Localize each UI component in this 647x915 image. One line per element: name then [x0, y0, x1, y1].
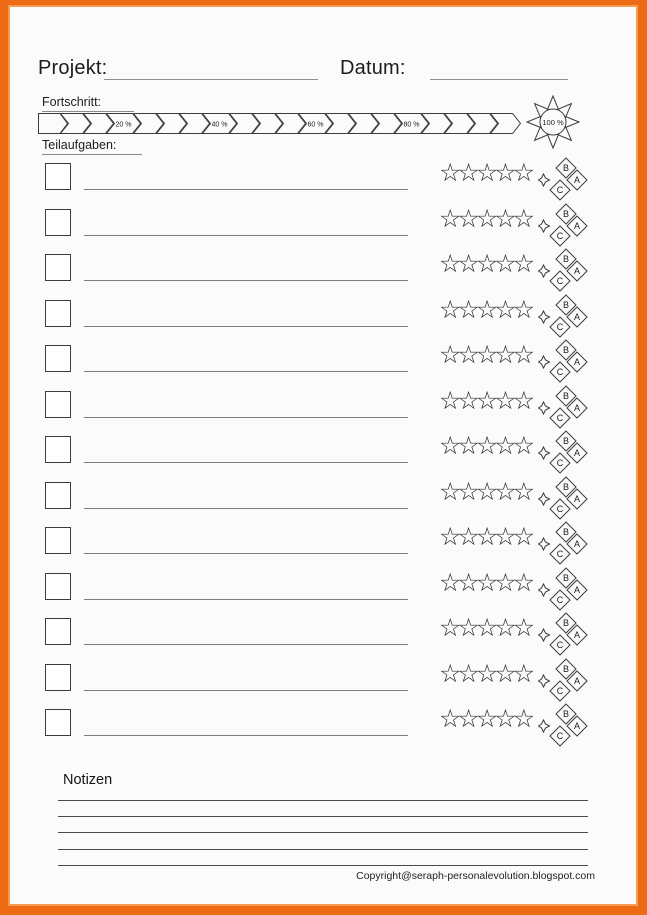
task-checkbox[interactable]: [45, 482, 71, 509]
sparkle-icon: [539, 720, 550, 732]
priority-c-label: C: [556, 503, 564, 514]
priority-b-label: B: [562, 663, 570, 674]
priority-b-label: B: [562, 299, 570, 310]
priority-b-label: B: [562, 254, 570, 264]
task-writing-line[interactable]: [84, 326, 408, 327]
star-rating[interactable]: ☆☆☆☆☆: [439, 567, 532, 597]
priority-b-label: B: [562, 527, 570, 537]
priority-a-label: A: [573, 266, 581, 276]
copyright-text: Copyright@seraph-personalevolution.blogspot.com: [356, 870, 595, 882]
star-rating[interactable]: ☆☆☆☆☆: [439, 249, 532, 278]
star-rating[interactable]: ☆☆☆☆☆: [439, 522, 532, 551]
task-list: [10, 158, 636, 755]
progress-label: Fortschritt:: [42, 95, 134, 112]
task-writing-line[interactable]: [84, 235, 408, 236]
star-rating[interactable]: ☆☆☆☆☆: [439, 431, 532, 460]
priority-diamonds[interactable]: [538, 339, 590, 386]
priority-diamonds[interactable]: [538, 567, 590, 614]
project-label: Projekt:: [38, 57, 108, 79]
priority-c-label: C: [556, 458, 564, 468]
sparkle-icon: [539, 584, 550, 596]
sparkle-icon: [539, 629, 550, 641]
sparkle-icon: [539, 311, 550, 323]
task-checkbox[interactable]: [45, 300, 71, 327]
priority-a-label: A: [573, 539, 581, 549]
priority-a-label: A: [573, 402, 581, 413]
priority-b-label: B: [562, 618, 570, 628]
progress-percent-label: 40 %: [211, 121, 228, 129]
task-writing-line[interactable]: [84, 599, 408, 600]
note-writing-line[interactable]: [58, 832, 588, 848]
task-writing-line[interactable]: [84, 462, 408, 463]
task-writing-line[interactable]: [84, 371, 408, 372]
priority-c-label: C: [556, 412, 564, 423]
priority-a-label: A: [573, 630, 581, 640]
priority-diamonds[interactable]: [538, 157, 590, 204]
task-checkbox[interactable]: [45, 391, 71, 418]
priority-diamonds[interactable]: [538, 612, 590, 659]
task-checkbox[interactable]: [45, 163, 71, 190]
priority-c-label: C: [556, 640, 564, 650]
priority-c-label: C: [556, 185, 564, 195]
sparkle-icon: [539, 174, 550, 186]
star-rating[interactable]: ☆☆☆☆☆: [439, 658, 532, 688]
priority-a-label: A: [573, 175, 581, 185]
sparkle-icon: [539, 538, 550, 550]
priority-c-label: C: [556, 230, 564, 241]
sun-percent-text: 100 %: [542, 118, 564, 127]
sparkle-icon: [539, 493, 550, 505]
task-checkbox[interactable]: [45, 664, 71, 691]
priority-b-label: B: [562, 709, 570, 719]
priority-b-label: B: [562, 345, 570, 355]
task-checkbox[interactable]: [45, 345, 71, 372]
note-writing-line[interactable]: [58, 800, 588, 816]
priority-a-label: A: [573, 220, 581, 231]
date-input-line[interactable]: [430, 79, 568, 80]
task-writing-line[interactable]: [84, 417, 408, 418]
priority-diamonds[interactable]: [538, 430, 590, 477]
task-writing-line[interactable]: [84, 508, 408, 509]
star-rating[interactable]: ☆☆☆☆☆: [439, 476, 532, 506]
task-checkbox[interactable]: [45, 527, 71, 554]
sparkle-icon: [539, 265, 550, 277]
priority-a-label: A: [573, 357, 581, 367]
task-writing-line[interactable]: [84, 553, 408, 554]
sparkle-icon: [539, 220, 550, 232]
task-writing-line[interactable]: [84, 189, 408, 190]
priority-c-label: C: [556, 594, 564, 605]
star-rating[interactable]: ☆☆☆☆☆: [439, 613, 532, 642]
progress-bar[interactable]: [38, 113, 521, 134]
star-rating[interactable]: ☆☆☆☆☆: [439, 340, 532, 369]
note-writing-line[interactable]: [58, 816, 588, 832]
note-writing-line[interactable]: [58, 849, 588, 865]
priority-c-label: C: [556, 276, 564, 286]
task-checkbox[interactable]: [45, 618, 71, 645]
priority-c-label: C: [556, 549, 564, 559]
priority-c-label: C: [556, 685, 564, 696]
sun-100-percent-icon: [524, 93, 582, 151]
progress-arrow: [490, 113, 521, 134]
priority-b-label: B: [562, 208, 570, 219]
priority-diamonds[interactable]: [538, 521, 590, 568]
priority-c-label: C: [556, 321, 564, 332]
priority-b-label: B: [562, 390, 570, 401]
priority-diamonds[interactable]: [538, 203, 590, 250]
project-input-line[interactable]: [104, 79, 318, 80]
priority-a-label: A: [573, 311, 581, 322]
date-label: Datum:: [340, 57, 406, 79]
notes-label: Notizen: [63, 772, 113, 788]
task-writing-line[interactable]: [84, 735, 408, 736]
star-rating[interactable]: ☆☆☆☆☆: [439, 294, 532, 324]
task-row: [10, 704, 636, 755]
priority-diamonds[interactable]: [538, 248, 590, 295]
task-writing-line[interactable]: [84, 644, 408, 645]
subtasks-label: Teilaufgaben:: [42, 138, 142, 155]
priority-c-label: C: [556, 731, 564, 741]
priority-diamonds[interactable]: [538, 476, 590, 523]
sparkle-icon: [539, 447, 550, 459]
task-checkbox[interactable]: [45, 709, 71, 736]
star-rating[interactable]: ☆☆☆☆☆: [439, 203, 532, 233]
priority-a-label: A: [573, 721, 581, 731]
priority-a-label: A: [573, 448, 581, 458]
priority-a-label: A: [573, 675, 581, 686]
sparkle-icon: [539, 675, 550, 687]
priority-a-label: A: [573, 493, 581, 504]
priority-diamonds[interactable]: [538, 658, 590, 705]
notes-lines: [58, 800, 588, 881]
progress-percent-label: 20 %: [115, 121, 132, 129]
star-rating[interactable]: ☆☆☆☆☆: [439, 158, 532, 187]
progress-percent-label: 80 %: [403, 121, 420, 129]
priority-a-label: A: [573, 584, 581, 595]
priority-b-label: B: [562, 163, 570, 173]
progress-percent-label: 60 %: [307, 121, 324, 129]
priority-b-label: B: [562, 436, 570, 446]
sparkle-icon: [539, 356, 550, 368]
task-checkbox[interactable]: [45, 573, 71, 600]
priority-diamonds[interactable]: [538, 294, 590, 341]
priority-b-label: B: [562, 572, 570, 583]
task-writing-line[interactable]: [84, 690, 408, 691]
priority-c-label: C: [556, 367, 564, 377]
planner-sheet: [10, 7, 636, 904]
star-rating[interactable]: ☆☆☆☆☆: [439, 385, 532, 415]
task-checkbox[interactable]: [45, 436, 71, 463]
star-rating[interactable]: ☆☆☆☆☆: [439, 704, 532, 733]
task-writing-line[interactable]: [84, 280, 408, 281]
task-checkbox[interactable]: [45, 254, 71, 281]
task-checkbox[interactable]: [45, 209, 71, 236]
sparkle-icon: [539, 402, 550, 414]
priority-diamonds[interactable]: [538, 703, 590, 750]
priority-diamonds[interactable]: [538, 385, 590, 432]
priority-b-label: B: [562, 481, 570, 492]
